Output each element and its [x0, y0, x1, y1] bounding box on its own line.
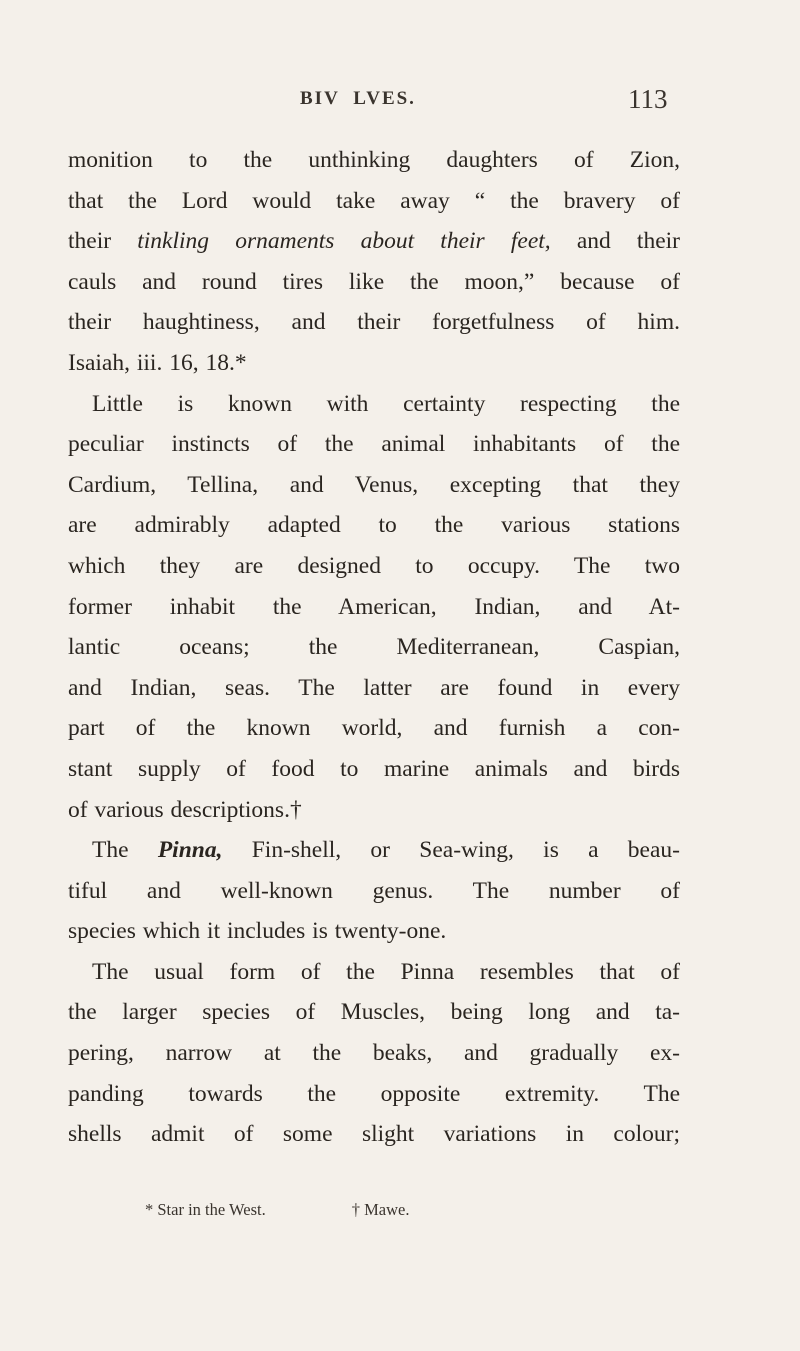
- text-line: their haughtiness, and their forgetfulness of him.: [68, 309, 680, 336]
- text-line: Isaiah, iii. 16, 18.*: [68, 349, 247, 376]
- text-line: that the Lord would take away “ the bravery of: [68, 187, 680, 214]
- text-line: which they are designed to occupy. The two: [68, 552, 680, 579]
- text-fragment: The: [92, 837, 129, 864]
- text-line: and Indian, seas. The latter are found in every: [68, 674, 680, 701]
- text-line: monition to the unthinking daughters of Zion,: [68, 147, 680, 173]
- text-fragment: their: [68, 228, 112, 255]
- text-line: pering, narrow at the beaks, and gradually ex-: [68, 1040, 680, 1067]
- text-line: shells admit of some slight variations in colour;: [68, 1121, 680, 1148]
- text-line: of various descriptions.†: [68, 796, 302, 823]
- text-line: species which it includes is twenty-one.: [68, 918, 447, 945]
- paragraph-start-line: The usual form of the Pinna resembles that of: [92, 958, 680, 985]
- footnote-dagger: † Mawe.: [351, 1200, 410, 1219]
- text-line: panding towards the opposite extremity. The: [68, 1080, 680, 1107]
- italic-phrase: tinkling ornaments about their feet,: [137, 228, 551, 255]
- body-text: [68, 140, 680, 1155]
- paragraph-start-line: [68, 830, 680, 871]
- text-line: former inhabit the American, Indian, and At-: [68, 593, 680, 620]
- page-number: 113: [628, 84, 668, 114]
- text-line: stant supply of food to marine animals and birds: [68, 755, 680, 782]
- text-line: are admirably adapted to the various stations: [68, 512, 680, 539]
- text-line: the larger species of Muscles, being long and ta-: [68, 999, 680, 1026]
- text-line: cauls and round tires like the moon,” because of: [68, 268, 680, 295]
- text-line: tiful and well-known genus. The number of: [68, 877, 680, 904]
- text-fragment: and their: [576, 228, 680, 255]
- paragraph-start-line: Little is known with certainty respecting the: [92, 390, 680, 417]
- text-fragment: Fin-shell, or Sea-wing, is a beau-: [251, 837, 680, 864]
- text-line: lantic oceans; the Mediterranean, Caspian,: [68, 634, 680, 661]
- text-line: [68, 221, 680, 262]
- italic-genus-name: Pinna,: [157, 837, 223, 864]
- text-line: part of the known world, and furnish a con-: [68, 715, 680, 742]
- text-line: Cardium, Tellina, and Venus, excepting that they: [68, 471, 680, 498]
- running-title: BIV LVES.: [300, 88, 416, 109]
- footnotes: [145, 1200, 665, 1220]
- text-line: peculiar instincts of the animal inhabitants of the: [68, 431, 680, 458]
- footnote-star: * Star in the West.: [145, 1200, 266, 1219]
